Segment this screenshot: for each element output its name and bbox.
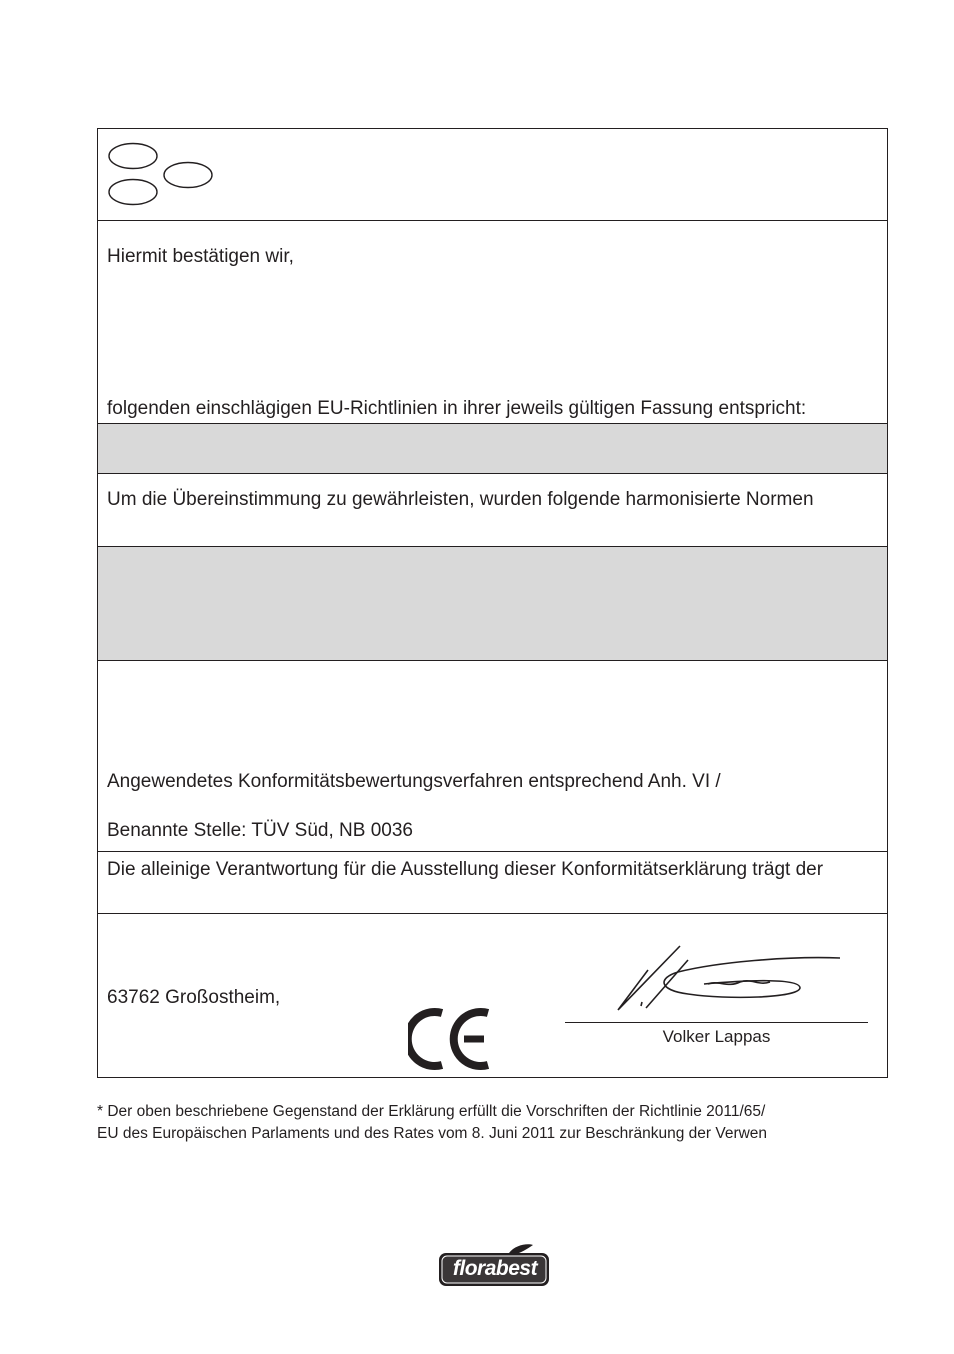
signature-icon (608, 942, 868, 1022)
footnote (97, 1101, 767, 1145)
signature-line (565, 1022, 868, 1023)
standards-field (98, 547, 887, 661)
intro-text: Hiermit bestätigen wir, (107, 246, 294, 267)
language-header (98, 129, 887, 221)
declaration-form (97, 128, 888, 1078)
procedure-text: Angewendetes Konformitätsbewertungsverfahren entsprechend Anh. VI / (107, 771, 721, 792)
florabest-logo (437, 1243, 551, 1294)
place-text: 63762 Großostheim, (107, 987, 281, 1008)
directives-field (98, 424, 887, 474)
standards-section (98, 474, 887, 547)
ce-mark-icon (408, 1007, 498, 1071)
footnote-line-2: EU des Europäischen Parlaments und des Rates vom 8. Juni 2011 zur Beschränkung der Verwen (97, 1125, 768, 1142)
logo-text: florabest (452, 1257, 538, 1280)
signatory-name: Volker Lappas (662, 1027, 771, 1046)
directives-text: folgenden einschlägigen EU-Richtlinien in ihrer jeweils gültigen Fassung entspricht: (107, 398, 807, 419)
standards-text: Um die Übereinstimmung zu gewährleisten, wurden folgende harmonisierte Normen (107, 489, 814, 510)
responsibility-section (98, 852, 887, 914)
notified-body-text: Benannte Stelle: TÜV Süd, NB 0036 (107, 820, 413, 841)
intro-section (98, 221, 887, 424)
signature-section (98, 914, 887, 1077)
footnote-line-1: * Der oben beschriebene Gegenstand der Erklärung erfüllt die Vorschriften der Richtlinie 2011/65/ (97, 1103, 766, 1120)
procedure-section (98, 661, 887, 852)
responsibility-text: Die alleinige Verantwortung für die Ausstellung dieser Konformitätserklärung trägt der (107, 859, 824, 880)
language-ovals-icon (106, 139, 226, 219)
